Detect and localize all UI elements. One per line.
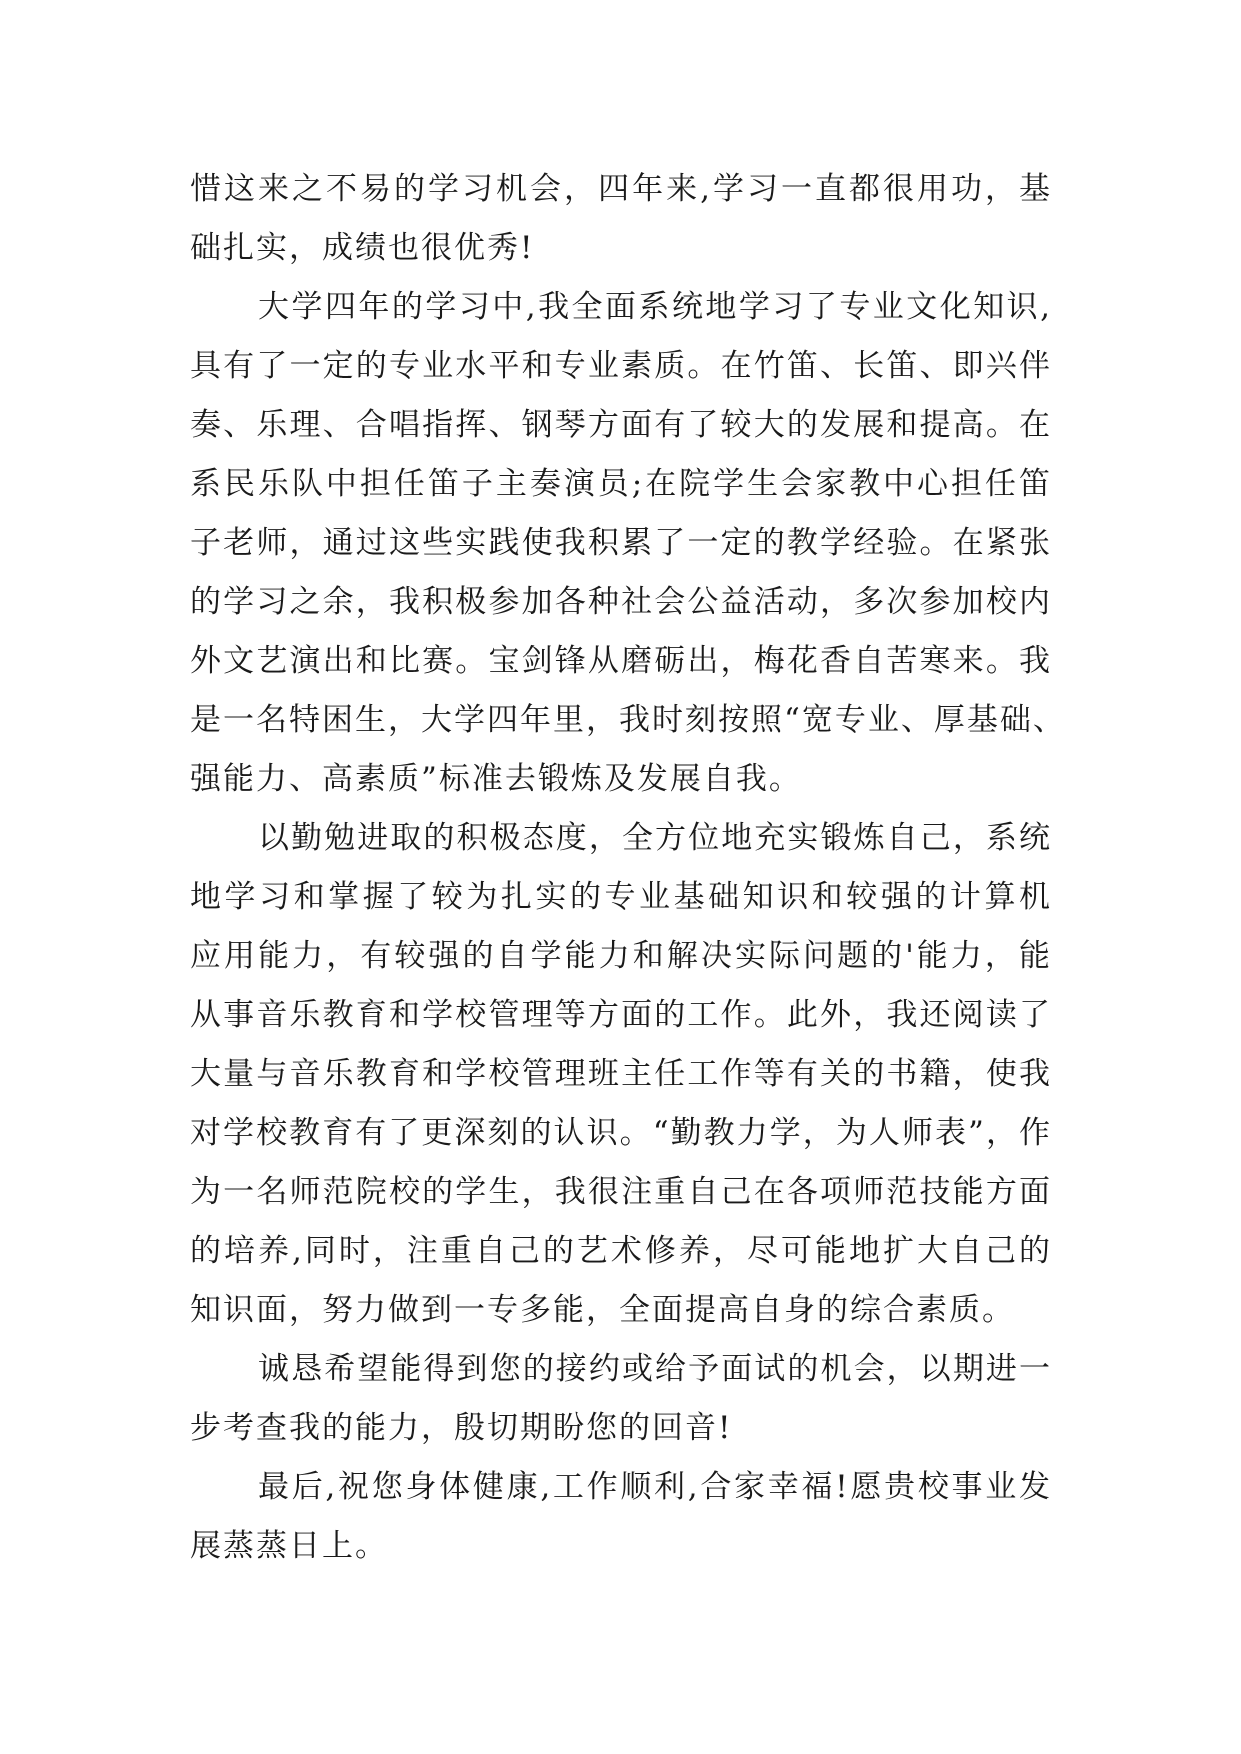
- text-line: 大量与音乐教育和学校管理班主任工作等有关的书籍，使我: [190, 1056, 1052, 1092]
- text-line: 以勤勉进取的积极态度，全方位地充实锻炼自己，系统: [258, 820, 1052, 856]
- text-line: 奏、乐理、合唱指挥、钢琴方面有了较大的发展和提高。在: [190, 407, 1052, 443]
- text-line: 惜这来之不易的学习机会，四年来,学习一直都很用功，基: [190, 171, 1052, 207]
- text-line: 应用能力，有较强的自学能力和解决实际问题的'能力，能: [190, 938, 1052, 974]
- text-line: 强能力、高素质”标准去锻炼及发展自我。: [190, 761, 802, 797]
- paragraph-1: [190, 160, 1052, 278]
- text-line: 具有了一定的专业水平和专业素质。在竹笛、长笛、即兴伴: [190, 348, 1052, 384]
- text-line: 是一名特困生，大学四年里，我时刻按照“宽专业、厚基础、: [190, 702, 1066, 738]
- text-line: 最后,祝您身体健康,工作顺利,合家幸福!愿贵校事业发: [258, 1469, 1052, 1505]
- paragraph-3: [190, 809, 1052, 1340]
- text-line: 子老师，通过这些实践使我积累了一定的教学经验。在紧张: [190, 525, 1052, 561]
- text-line: 的培养,同时，注重自己的艺术修养，尽可能地扩大自己的: [190, 1233, 1052, 1269]
- text-line: 步考查我的能力，殷切期盼您的回音!: [190, 1410, 733, 1446]
- text-line: 外文艺演出和比赛。宝剑锋从磨砺出，梅花香自苦寒来。我: [190, 643, 1052, 679]
- text-line: 展蒸蒸日上。: [190, 1528, 388, 1564]
- text-line: 知识面，努力做到一专多能，全面提高自身的综合素质。: [190, 1292, 1015, 1328]
- text-line: 系民乐队中担任笛子主奏演员;在院学生会家教中心担任笛: [190, 466, 1052, 502]
- text-line: 地学习和掌握了较为扎实的专业基础知识和较强的计算机: [190, 879, 1052, 915]
- text-line: 大学四年的学习中,我全面系统地学习了专业文化知识,: [258, 289, 1052, 325]
- text-line: 础扎实，成绩也很优秀!: [190, 230, 535, 266]
- paragraph-4: [190, 1340, 1052, 1458]
- text-line: 的学习之余，我积极参加各种社会公益活动，多次参加校内: [190, 584, 1052, 620]
- text-line: 从事音乐教育和学校管理等方面的工作。此外，我还阅读了: [190, 997, 1052, 1033]
- text-line: 为一名师范院校的学生，我很注重自己在各项师范技能方面: [190, 1174, 1052, 1210]
- letter-body: [190, 160, 1066, 1576]
- text-line: 对学校教育有了更深刻的认识。“勤教力学，为人师表”，作: [190, 1115, 1052, 1151]
- text-line: 诚恳希望能得到您的接约或给予面试的机会，以期进一: [258, 1351, 1052, 1387]
- paragraph-5: [190, 1458, 1052, 1576]
- paragraph-2: [190, 278, 1066, 809]
